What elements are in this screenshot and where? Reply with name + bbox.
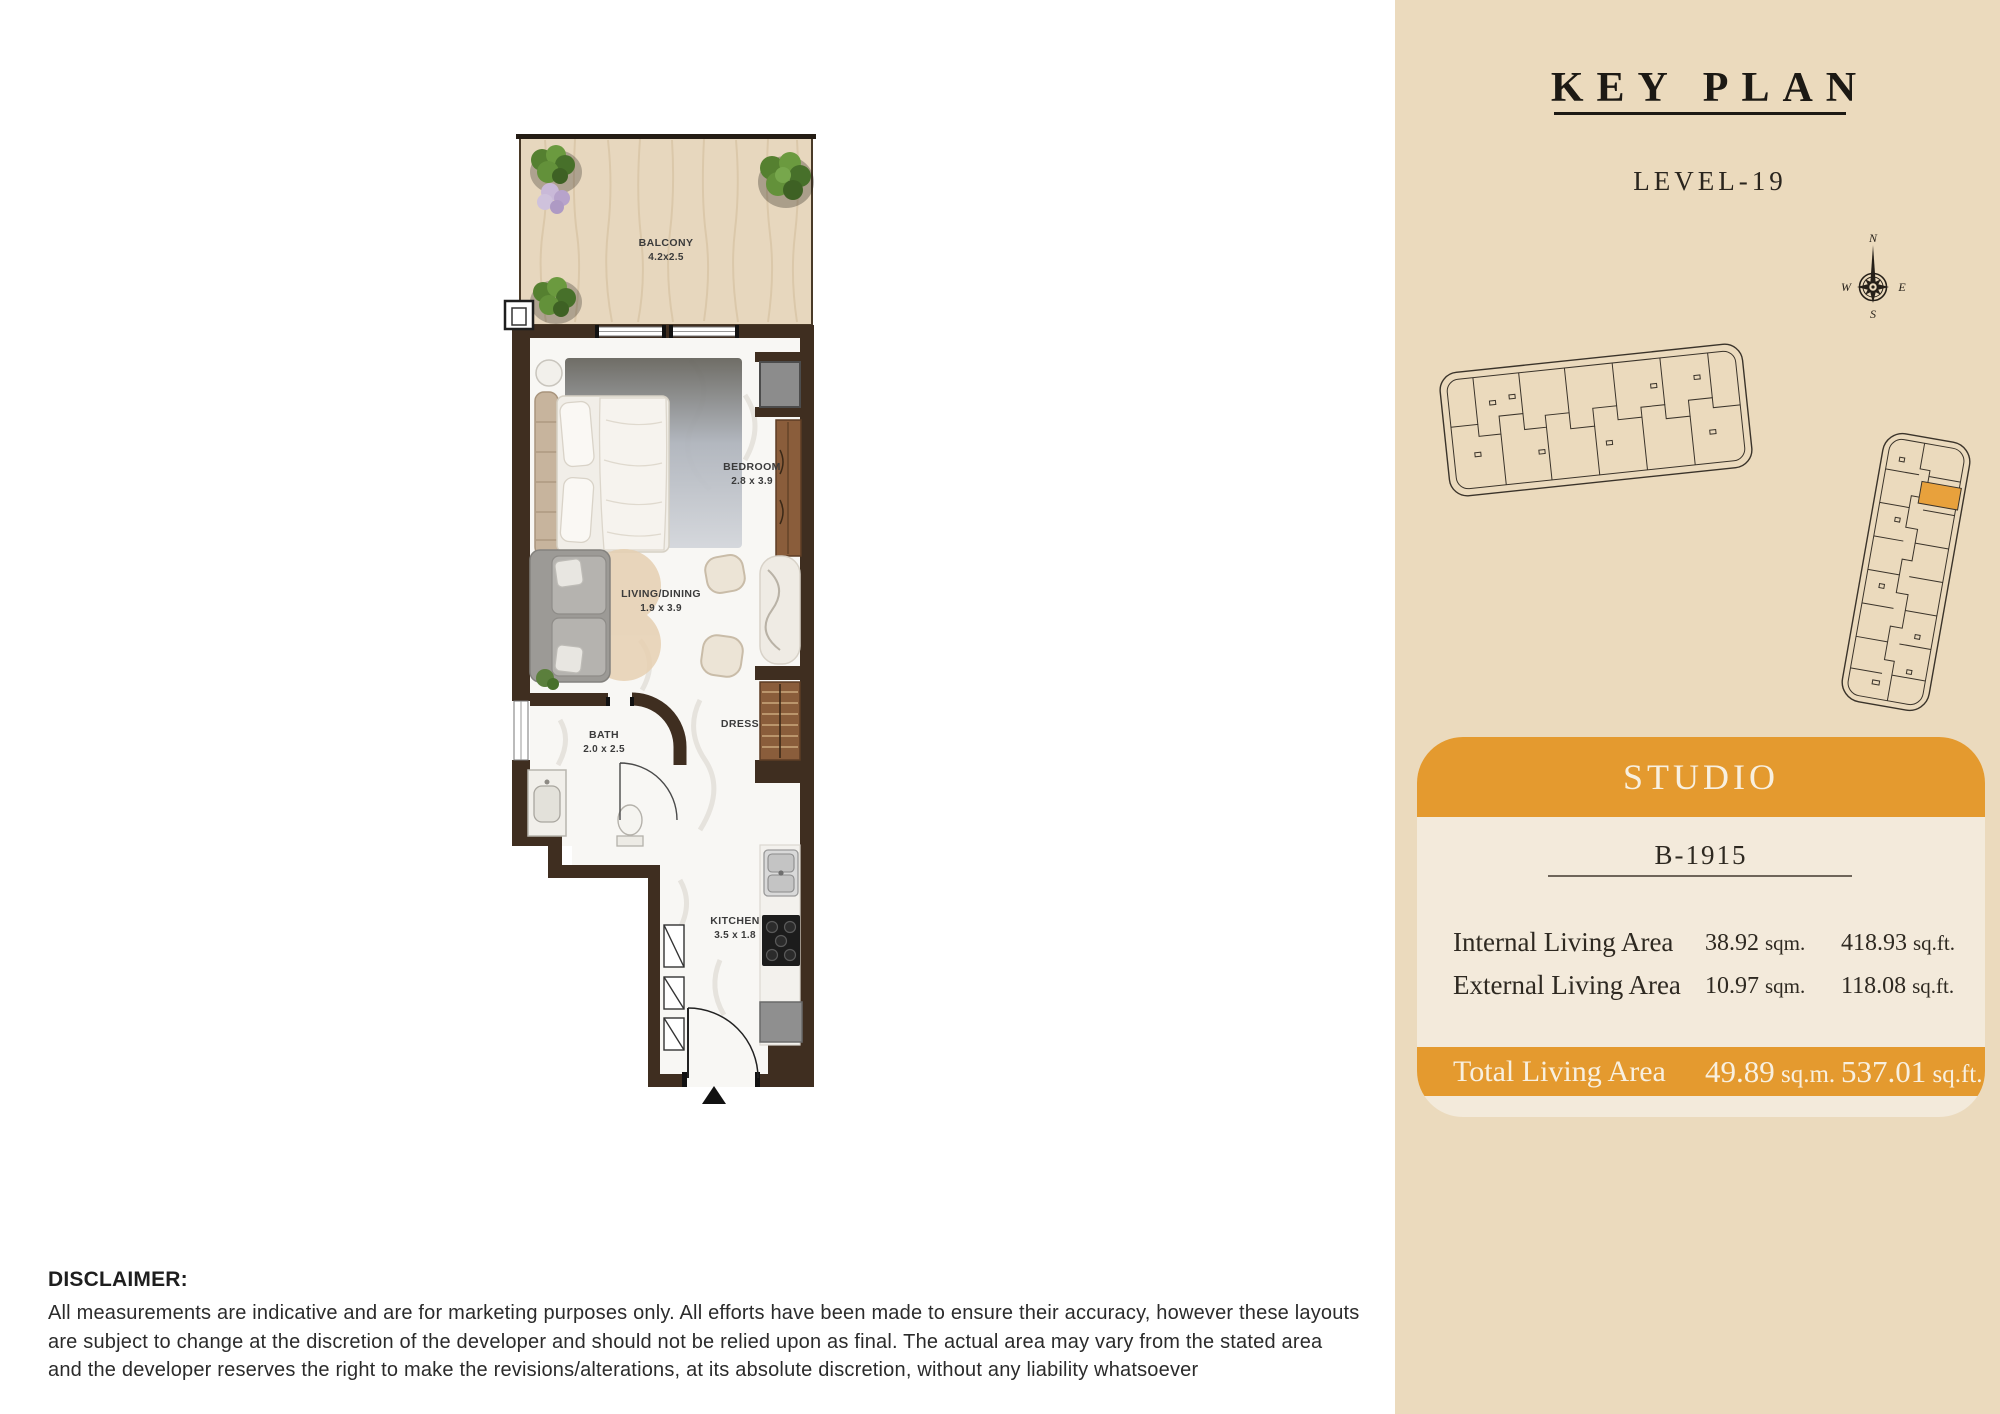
key-plan-title-underline: [1554, 112, 1846, 115]
compass-east-label: E: [1898, 280, 1906, 294]
internal-area-label: Internal Living Area: [1453, 927, 1674, 957]
total-area-sqft: 537.01 sq.ft.: [1841, 1054, 1983, 1089]
total-area-label: Total Living Area: [1453, 1055, 1666, 1088]
kitchen-label: KITCHEN: [710, 915, 760, 927]
kitchen-dims: 3.5 x 1.8: [714, 930, 756, 941]
total-area-sqm: 49.89 sq.m.: [1705, 1054, 1836, 1089]
bed: [535, 392, 669, 556]
balcony-area: [516, 134, 816, 325]
compass-south-label: S: [1870, 307, 1876, 321]
balcony-column: [505, 301, 533, 329]
disclaimer-line-2: are subject to change at the discretion of the developer and should not be relied upon as final. The actual area may vary from the stated area: [48, 1330, 1323, 1353]
highlighted-unit: [1918, 481, 1961, 510]
kitchen-counter: [760, 845, 802, 1045]
floor-plan: [495, 125, 825, 1120]
external-area-sqft: 118.08 sq.ft.: [1841, 973, 1955, 999]
compass-west-label: W: [1841, 280, 1851, 294]
bath-label: BATH: [589, 729, 619, 741]
external-area-row: [1417, 970, 1985, 1000]
living-dining-label: LIVING/DINING: [621, 588, 701, 600]
disclaimer-title: DISCLAIMER:: [48, 1268, 188, 1291]
unit-type-header: STUDIO: [1417, 737, 1985, 817]
disclaimer-line-3: and the developer reserves the right to make the revisions/alterations, at its absolute discretion, without any liability whatsoever: [48, 1359, 1199, 1381]
external-area-sqm: 10.97 sqm.: [1705, 973, 1806, 999]
compass-north-label: N: [1868, 232, 1878, 245]
bedroom-label: BEDROOM: [723, 461, 781, 473]
living-dining-dims: 1.9 x 3.9: [640, 603, 682, 614]
balcony-top-wall: [516, 134, 816, 139]
console-table: [760, 556, 800, 664]
dress-closet: [760, 682, 800, 760]
internal-area-sqm: 38.92 sqm.: [1705, 930, 1806, 956]
wardrobe: [776, 420, 801, 556]
entrance-arrow-icon: [702, 1086, 726, 1104]
compass-star: [1857, 271, 1889, 303]
kitchen-sink: [764, 850, 798, 896]
unit-number-underline: [1548, 875, 1852, 877]
building-outline-b: [1839, 430, 1973, 713]
bath-dims: 2.0 x 2.5: [583, 744, 625, 755]
internal-area-sqft: 418.93 sq.ft.: [1841, 930, 1955, 956]
balcony-dims: 4.2x2.5: [648, 252, 684, 263]
external-area-label: External Living Area: [1453, 970, 1681, 1000]
total-area-band: [1417, 1047, 1985, 1096]
floor-decor-plate: [536, 360, 562, 386]
disclaimer-line-1: All measurements are indicative and are for marketing purposes only. All efforts have been made to ensure their accuracy, however these layouts: [48, 1302, 1360, 1324]
unit-number: B-1915: [1654, 840, 1748, 870]
sofa: [530, 550, 610, 690]
kitchen-cabinet: [760, 1002, 802, 1042]
disclaimer-block: [48, 1268, 1388, 1385]
internal-area-row: [1417, 927, 1985, 957]
unit-info-card: [1417, 737, 1985, 1117]
key-plan-title: KEY PLAN: [1550, 65, 1870, 111]
kitchen-stove: [762, 915, 800, 966]
compass-rose-icon: [1832, 232, 1917, 327]
level-label: LEVEL-19: [1633, 166, 1787, 196]
key-plan-buildings: [1420, 330, 1990, 750]
dress-label: DRESS: [720, 718, 760, 730]
building-outline-a: [1438, 342, 1753, 497]
balcony-label: BALCONY: [638, 237, 694, 249]
bedroom-dims: 2.8 x 3.9: [731, 476, 773, 487]
ac-shaft: [760, 362, 800, 407]
corridor-cabinets: [664, 925, 684, 1050]
